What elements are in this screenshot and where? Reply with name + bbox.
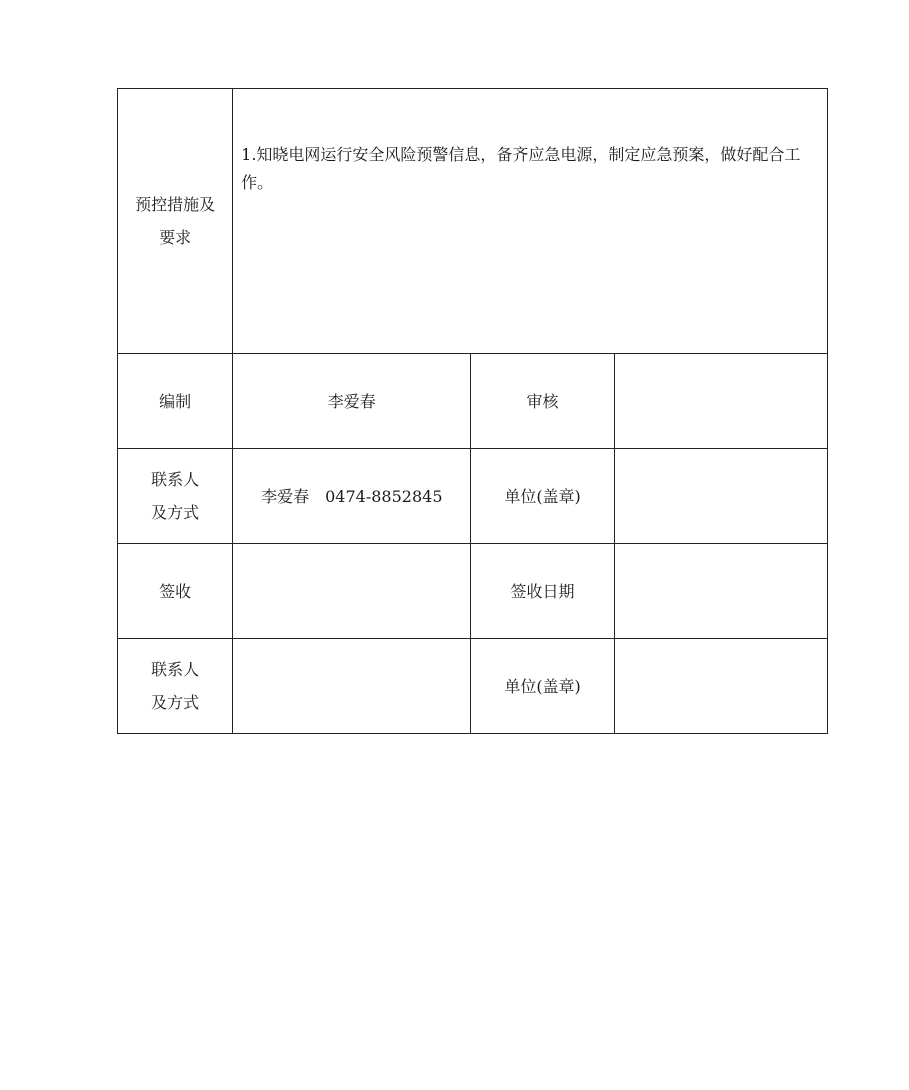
row-receipt [118, 544, 828, 639]
contact-receiver-value-field[interactable] [233, 639, 471, 734]
receipt-date-label: 签收日期 [471, 544, 614, 639]
contact-receiver-label-cell [118, 639, 233, 734]
compile-value: 李爱春 [233, 354, 471, 449]
contact-receiver-label-line1: 联系人 [151, 660, 200, 679]
issuer-unit-value-field[interactable] [614, 449, 827, 544]
contact-issuer-label-cell [118, 449, 233, 544]
control-measures-label-line1: 预控措施及 [135, 195, 216, 214]
contact-issuer-value: 李爱春 0474-8852845 [233, 449, 471, 544]
review-value-field[interactable] [614, 354, 827, 449]
control-measures-label-cell [118, 89, 233, 354]
row-contact-receiver [118, 639, 828, 734]
row-control-measures [118, 89, 828, 354]
receipt-label: 签收 [118, 544, 233, 639]
control-measures-text: 1.知晓电网运行安全风险预警信息，备齐应急电源，制定应急预案，做好配合工作。 [233, 89, 828, 354]
issuer-unit-label: 单位(盖章) [471, 449, 614, 544]
row-contact-issuer [118, 449, 828, 544]
review-label: 审核 [471, 354, 614, 449]
row-compile [118, 354, 828, 449]
contact-receiver-label-line2: 及方式 [151, 693, 200, 712]
contact-issuer-label-line1: 联系人 [151, 470, 200, 489]
receiver-unit-label: 单位(盖章) [471, 639, 614, 734]
risk-control-form-table [117, 88, 828, 734]
receipt-value-field[interactable] [233, 544, 471, 639]
compile-label: 编制 [118, 354, 233, 449]
control-measures-label-line2: 要求 [159, 228, 192, 247]
contact-issuer-label-line2: 及方式 [151, 503, 200, 522]
receipt-date-value-field[interactable] [614, 544, 827, 639]
receiver-unit-value-field[interactable] [614, 639, 827, 734]
